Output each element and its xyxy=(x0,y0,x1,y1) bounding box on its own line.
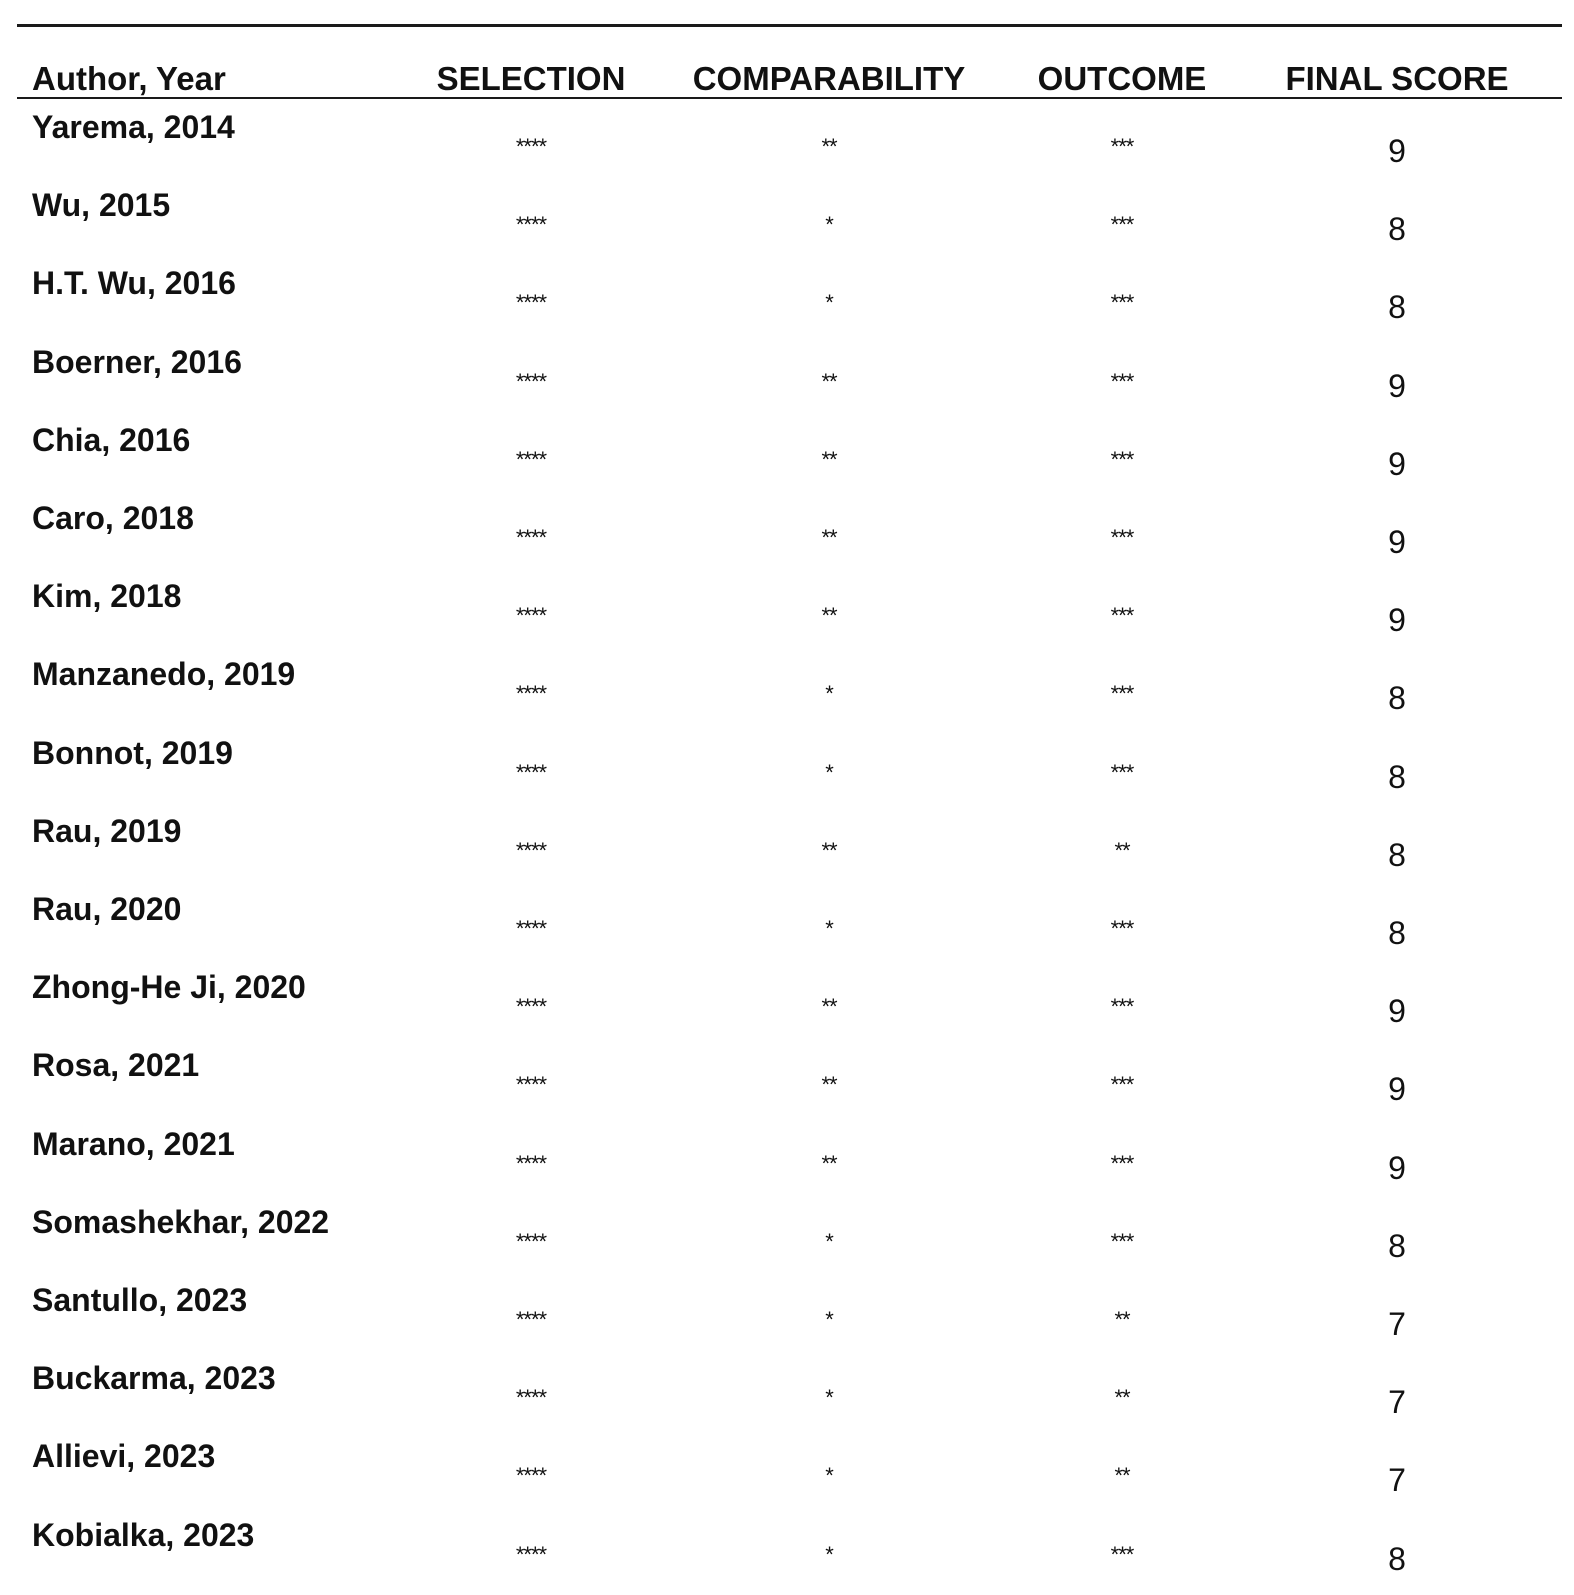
table-row xyxy=(0,1047,1574,1125)
final-score-cell: 9 xyxy=(1388,368,1406,404)
table-row xyxy=(0,1517,1574,1595)
comparability-stars-cell: * xyxy=(825,1307,833,1332)
final-score-cell: 9 xyxy=(1388,1071,1406,1107)
final-score-cell: 8 xyxy=(1388,759,1406,795)
table-top-rule xyxy=(17,24,1562,27)
outcome-stars-cell: *** xyxy=(1110,134,1134,159)
final-score-cell: 7 xyxy=(1388,1462,1406,1498)
outcome-stars-cell: *** xyxy=(1110,1229,1134,1254)
final-score-cell: 8 xyxy=(1388,1541,1406,1577)
author-year-cell: Wu, 2015 xyxy=(32,187,171,223)
outcome-stars-cell: *** xyxy=(1110,603,1134,628)
outcome-stars-cell: *** xyxy=(1110,994,1134,1019)
outcome-stars-cell: *** xyxy=(1110,916,1134,941)
selection-stars-cell: **** xyxy=(515,1385,547,1410)
selection-stars-cell: **** xyxy=(515,290,547,315)
table-row xyxy=(0,1204,1574,1282)
header-underline-rule xyxy=(17,97,1562,99)
header-outcome: OUTCOME xyxy=(1037,60,1207,97)
comparability-stars-cell: * xyxy=(825,1385,833,1410)
table-row xyxy=(0,187,1574,265)
final-score-cell: 9 xyxy=(1388,446,1406,482)
author-year-cell: Kobialka, 2023 xyxy=(32,1517,255,1553)
author-year-cell: Kim, 2018 xyxy=(32,578,182,614)
author-year-cell: Somashekhar, 2022 xyxy=(32,1204,330,1240)
final-score-cell: 8 xyxy=(1388,915,1406,951)
final-score-cell: 8 xyxy=(1388,837,1406,873)
outcome-stars-cell: *** xyxy=(1110,1542,1134,1567)
selection-stars-cell: **** xyxy=(515,916,547,941)
comparability-stars-cell: ** xyxy=(821,1072,837,1097)
comparability-stars-cell: ** xyxy=(821,134,837,159)
author-year-cell: Buckarma, 2023 xyxy=(32,1360,276,1396)
comparability-stars-cell: * xyxy=(825,212,833,237)
author-year-cell: Rosa, 2021 xyxy=(32,1047,200,1083)
author-year-cell: Yarema, 2014 xyxy=(32,109,235,145)
comparability-stars-cell: ** xyxy=(821,994,837,1019)
author-year-cell: Santullo, 2023 xyxy=(32,1282,248,1318)
table-row xyxy=(0,265,1574,343)
author-year-cell: Allievi, 2023 xyxy=(32,1438,216,1474)
table-row xyxy=(0,1126,1574,1204)
final-score-cell: 9 xyxy=(1388,993,1406,1029)
header-comparability: COMPARABILITY xyxy=(692,60,966,97)
outcome-stars-cell: *** xyxy=(1110,681,1134,706)
table-row xyxy=(0,1360,1574,1438)
comparability-stars-cell: * xyxy=(825,1463,833,1488)
outcome-stars-cell: *** xyxy=(1110,369,1134,394)
comparability-stars-cell: * xyxy=(825,681,833,706)
outcome-stars-cell: *** xyxy=(1110,1151,1134,1176)
table-row xyxy=(0,891,1574,969)
selection-stars-cell: **** xyxy=(515,603,547,628)
selection-stars-cell: **** xyxy=(515,212,547,237)
final-score-cell: 8 xyxy=(1388,211,1406,247)
table-row xyxy=(0,344,1574,422)
table-row xyxy=(0,656,1574,734)
table-row xyxy=(0,1438,1574,1516)
selection-stars-cell: **** xyxy=(515,760,547,785)
selection-stars-cell: **** xyxy=(515,1542,547,1567)
author-year-cell: Zhong-He Ji, 2020 xyxy=(32,969,306,1005)
outcome-stars-cell: *** xyxy=(1110,447,1134,472)
final-score-cell: 8 xyxy=(1388,289,1406,325)
final-score-cell: 9 xyxy=(1388,602,1406,638)
comparability-stars-cell: ** xyxy=(821,1151,837,1176)
header-selection: SELECTION xyxy=(436,60,626,97)
comparability-stars-cell: * xyxy=(825,1542,833,1567)
author-year-cell: Rau, 2019 xyxy=(32,813,182,849)
author-year-cell: Rau, 2020 xyxy=(32,891,182,927)
final-score-cell: 7 xyxy=(1388,1306,1406,1342)
selection-stars-cell: **** xyxy=(515,1151,547,1176)
comparability-stars-cell: ** xyxy=(821,447,837,472)
comparability-stars-cell: ** xyxy=(821,525,837,550)
outcome-stars-cell: *** xyxy=(1110,760,1134,785)
author-year-cell: H.T. Wu, 2016 xyxy=(32,265,236,301)
selection-stars-cell: **** xyxy=(515,1463,547,1488)
selection-stars-cell: **** xyxy=(515,994,547,1019)
table-row xyxy=(0,578,1574,656)
outcome-stars-cell: *** xyxy=(1110,525,1134,550)
selection-stars-cell: **** xyxy=(515,838,547,863)
comparability-stars-cell: ** xyxy=(821,838,837,863)
final-score-cell: 7 xyxy=(1388,1384,1406,1420)
comparability-stars-cell: * xyxy=(825,916,833,941)
outcome-stars-cell: ** xyxy=(1114,1463,1130,1488)
final-score-cell: 8 xyxy=(1388,680,1406,716)
selection-stars-cell: **** xyxy=(515,1229,547,1254)
author-year-cell: Manzanedo, 2019 xyxy=(32,656,296,692)
author-year-cell: Marano, 2021 xyxy=(32,1126,235,1162)
final-score-cell: 8 xyxy=(1388,1228,1406,1264)
table-row xyxy=(0,813,1574,891)
header-author-year: Author, Year xyxy=(32,60,226,97)
final-score-cell: 9 xyxy=(1388,133,1406,169)
final-score-cell: 9 xyxy=(1388,524,1406,560)
selection-stars-cell: **** xyxy=(515,525,547,550)
table-row xyxy=(0,500,1574,578)
selection-stars-cell: **** xyxy=(515,369,547,394)
comparability-stars-cell: ** xyxy=(821,369,837,394)
outcome-stars-cell: ** xyxy=(1114,1385,1130,1410)
author-year-cell: Bonnot, 2019 xyxy=(32,735,233,771)
outcome-stars-cell: ** xyxy=(1114,838,1130,863)
comparability-stars-cell: ** xyxy=(821,603,837,628)
table-row xyxy=(0,735,1574,813)
comparability-stars-cell: * xyxy=(825,1229,833,1254)
author-year-cell: Chia, 2016 xyxy=(32,422,191,458)
outcome-stars-cell: *** xyxy=(1110,1072,1134,1097)
outcome-stars-cell: *** xyxy=(1110,212,1134,237)
selection-stars-cell: **** xyxy=(515,134,547,159)
selection-stars-cell: **** xyxy=(515,447,547,472)
selection-stars-cell: **** xyxy=(515,681,547,706)
author-year-cell: Caro, 2018 xyxy=(32,500,194,536)
final-score-cell: 9 xyxy=(1388,1150,1406,1186)
table-row xyxy=(0,109,1574,187)
comparability-stars-cell: * xyxy=(825,760,833,785)
selection-stars-cell: **** xyxy=(515,1307,547,1332)
table-row xyxy=(0,969,1574,1047)
author-year-cell: Boerner, 2016 xyxy=(32,344,242,380)
outcome-stars-cell: *** xyxy=(1110,290,1134,315)
comparability-stars-cell: * xyxy=(825,290,833,315)
selection-stars-cell: **** xyxy=(515,1072,547,1097)
outcome-stars-cell: ** xyxy=(1114,1307,1130,1332)
header-final-score: FINAL SCORE xyxy=(1285,60,1509,97)
table-row xyxy=(0,1282,1574,1360)
table-row xyxy=(0,422,1574,500)
